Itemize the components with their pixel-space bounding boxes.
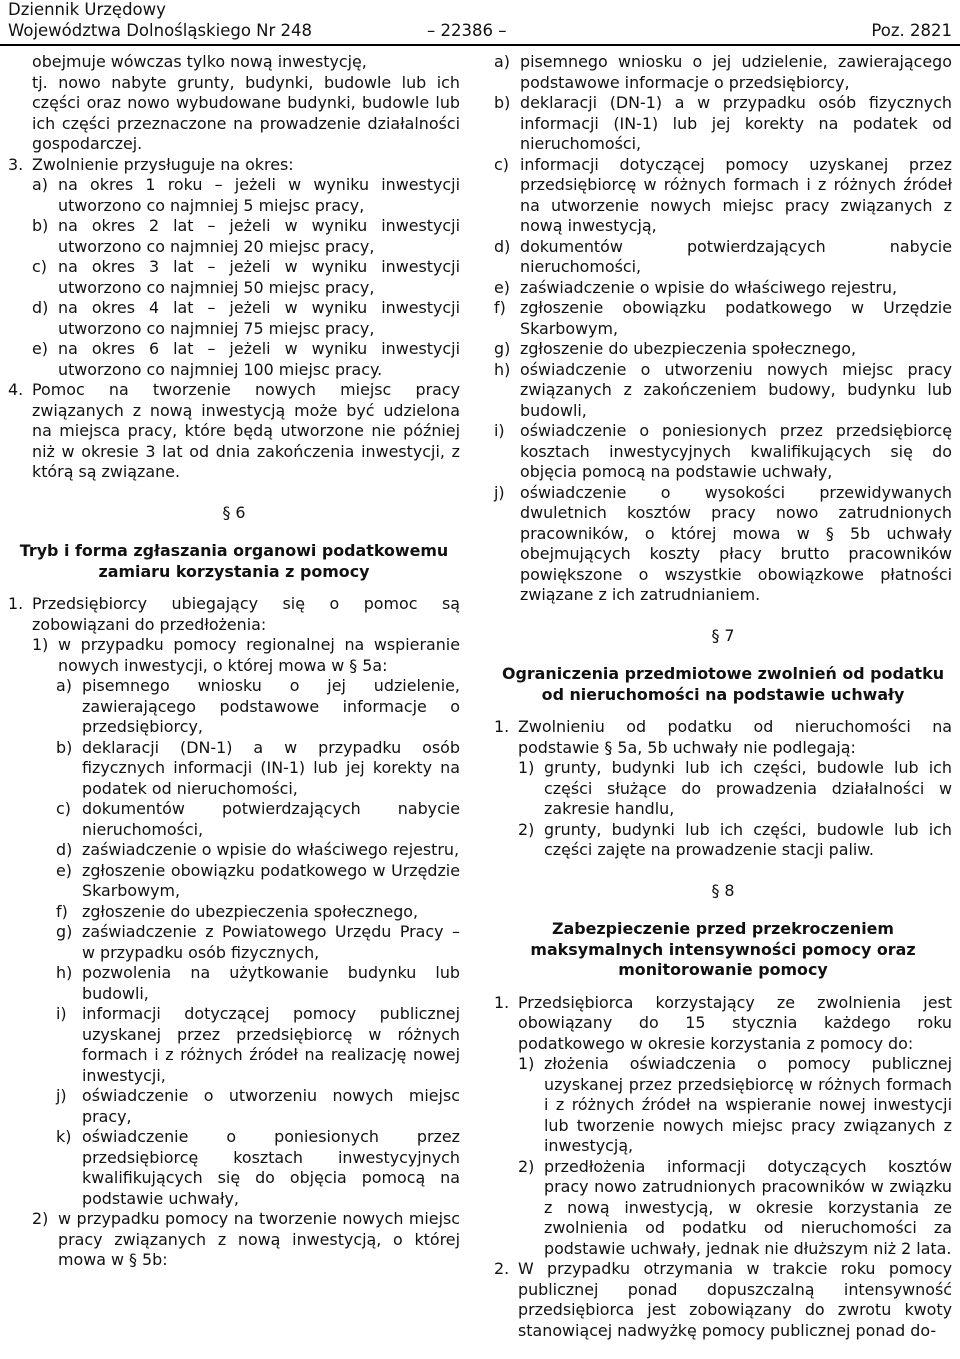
list-label: a)	[56, 676, 72, 695]
list-label: e)	[56, 860, 72, 880]
list-text: oświadczenie o wysokości przewidywanych dwuletnich kosztów pracy nowo zatrudnionych pracowników, o której mowa w § 5b uchwały obejmujących koszty płacy brutto pracowników powiększone o wszystkie obowiązkowe płatności związane z ich zatrudnianiem.	[520, 482, 952, 604]
list-label: d)	[494, 236, 511, 256]
list-label: a)	[494, 52, 510, 71]
right-column	[494, 52, 952, 1341]
list-text: deklaracji (DN-1) a w przypadku osób fizycznych informacji (IN-1) lub jej korekty na podatek od nieruchomości,	[82, 737, 460, 798]
list-item	[56, 840, 460, 861]
list-text: Przedsiębiorcy ubiegający się o pomoc są zobowiązani do przedłożenia:	[32, 594, 460, 634]
list-text: zgłoszenie do ubezpieczenia społecznego,	[82, 901, 419, 921]
list-item	[494, 360, 952, 422]
list-label: a)	[32, 175, 48, 194]
list-label: c)	[56, 799, 71, 818]
section-title: Ograniczenia przedmiotowe zwolnień od podatku od nieruchomości na podstawie uchwały	[501, 664, 945, 704]
list-text: W przypadku otrzymania w trakcie roku pomocy publicznej ponad dopuszczalną intensywność przedsiębiorca jest zobowiązany do zwrotu kwoty stanowiącej nadwyżkę pomocy publicznej ponad do-	[518, 1259, 952, 1340]
list-item	[494, 483, 952, 606]
list-label: f)	[56, 901, 68, 921]
list-item	[32, 216, 460, 257]
list-text: deklaracji (DN-1) a w przypadku osób fizycznych informacji (IN-1) lub jej korekty na podatek od nieruchomości,	[520, 93, 952, 153]
list-text: zgłoszenie obowiązku podatkowego w Urzędzie Skarbowym,	[82, 860, 460, 900]
list-item	[56, 861, 460, 902]
page-header	[0, 0, 960, 46]
list-item	[56, 922, 460, 963]
list-text: pisemnego wniosku o jej udzielenie, zawierającego podstawowe informacje o przedsiębiorcy,	[82, 676, 460, 736]
journal-issue: Województwa Dolnośląskiego Nr 248	[8, 21, 313, 40]
list-label: 2.	[494, 1259, 510, 1278]
list-label: h)	[56, 963, 73, 982]
list-item	[494, 339, 952, 360]
list-text: zgłoszenie do ubezpieczenia społecznego,	[520, 339, 857, 358]
list-label: e)	[32, 339, 48, 358]
list-label: j)	[56, 1086, 67, 1105]
page-number: – 22386 –	[427, 21, 507, 40]
list-text: grunty, budynki lub ich części, budowle lub ich części zajęte na prowadzenie stacji paliw.	[544, 819, 952, 859]
list-label: b)	[56, 737, 73, 757]
list-item	[518, 1157, 952, 1260]
list-label: b)	[32, 216, 49, 235]
list-item	[56, 1004, 460, 1086]
list-label: 1)	[32, 635, 49, 654]
list-text: zaświadczenie z Powiatowego Urzędu Pracy – w przypadku osób fizycznych,	[82, 922, 460, 962]
paragraph-1	[494, 717, 952, 758]
list-item	[494, 298, 952, 339]
section-number: § 7	[711, 625, 735, 645]
list-text: zgłoszenie obowiązku podatkowego w Urzędzie Skarbowym,	[520, 298, 952, 338]
list-label: 2)	[32, 1209, 49, 1228]
paragraph-4	[8, 380, 460, 483]
journal-title: Dziennik Urzędowy	[8, 0, 166, 19]
list-text: przedłożenia informacji dotyczących kosztów pracy nowo zatrudnionych pracowników w związku z nową inwestycją, w okresie korzystania ze zwolnienia od podatku od nieruchomości za podstawie uchwały, jednak nie dłuższym niż 2 lata.	[544, 1156, 952, 1258]
list-text: zaświadczenie o wpisie do właściwego rejestru,	[82, 840, 460, 859]
list-text: dokumentów potwierdzających nabycie nieruchomości,	[82, 799, 460, 839]
section-title: Zabezpieczenie przed przekroczeniem maksymalnych intensywności pomocy oraz monitorowanie pomocy	[530, 919, 916, 979]
list-text: na okres 1 roku – jeżeli w wyniku inwestycji utworzono co najmniej 5 miejsc pracy,	[58, 175, 460, 215]
list-text: na okres 2 lat – jeżeli w wyniku inwestycji utworzono co najmniej 20 miejsc pracy,	[58, 216, 460, 256]
list-item	[494, 155, 952, 237]
list-text: oświadczenie o poniesionych przez przedsiębiorcę kosztach inwestycyjnych kwalifikujących się do objęcia pomocą na podstawie uchwały,	[520, 421, 952, 481]
list-item	[32, 339, 460, 380]
list-item	[32, 1209, 460, 1271]
paragraph-2	[494, 1259, 952, 1341]
list-item	[494, 93, 952, 155]
list-text: oświadczenie o utworzeniu nowych miejsc pracy związanych z zakończeniem budowy, budynku lub budowli,	[520, 359, 952, 420]
list-item	[56, 1086, 460, 1127]
list-label: 1.	[494, 992, 510, 1012]
list-text: na okres 3 lat – jeżeli w wyniku inwestycji utworzono co najmniej 50 miejsc pracy,	[58, 257, 460, 297]
list-item	[56, 1127, 460, 1209]
list-text: Przedsiębiorca korzystający ze zwolnienia jest obowiązany do 15 stycznia każdego roku podatkowego w okresie korzystania z pomocy do:	[518, 992, 952, 1053]
paragraph: obejmuje wówczas tylko nową inwestycję,	[32, 52, 367, 71]
list-label: 1)	[518, 1054, 535, 1073]
list-label: g)	[56, 922, 73, 941]
position-number: Poz. 2821	[871, 21, 952, 40]
list-text: Pomoc na tworzenie nowych miejsc pracy związanych z nową inwestycją może być udzielona na miejsca pracy, które będą utworzone nie później niż w okresie 3 lat od dnia zakończenia inwestycji, z którą są związane.	[32, 380, 460, 481]
list-item	[32, 298, 460, 339]
section-number: § 8	[711, 880, 735, 900]
list-item	[56, 738, 460, 800]
list-item	[32, 257, 460, 298]
list-item	[518, 758, 952, 820]
list-label: h)	[494, 359, 511, 379]
list-item	[494, 421, 952, 483]
list-text: oświadczenie o utworzeniu nowych miejsc pracy,	[82, 1086, 460, 1126]
list-item	[56, 799, 460, 840]
left-column	[8, 52, 460, 1271]
list-label: f)	[494, 298, 506, 317]
list-text: oświadczenie o poniesionych przez przedsiębiorcę kosztach inwestycyjnych kwalifikujących się do objęcia pomocą na podstawie uchwały,	[82, 1127, 460, 1208]
paragraph: tj. nowo nabyte grunty, budynki, budowle lub ich części oraz nowo wybudowane budynki, budowle lub ich części przeznaczone na prowadzenie działalności gospodarczej.	[32, 72, 460, 153]
paragraph-3	[8, 155, 460, 176]
list-label: b)	[494, 93, 511, 112]
list-item	[518, 820, 952, 861]
list-item	[32, 175, 460, 216]
list-label: 1.	[494, 717, 510, 736]
list-item	[494, 278, 952, 299]
list-text: Zwolnienie przysługuje na okres:	[32, 154, 294, 174]
section-title: Tryb i forma zgłaszania organowi podatkowemu zamiaru korzystania z pomocy	[19, 541, 449, 581]
header-divider	[0, 44, 960, 46]
list-label: 4.	[8, 380, 24, 399]
list-item	[56, 902, 460, 923]
list-label: i)	[56, 1004, 67, 1023]
list-text: zaświadczenie o wpisie do właściwego rejestru,	[520, 277, 898, 297]
list-label: c)	[494, 154, 509, 174]
list-text: Zwolnieniu od podatku od nieruchomości na podstawie § 5a, 5b uchwały nie podlegają:	[518, 717, 952, 757]
list-text: grunty, budynki lub ich części, budowle lub ich części służące do prowadzenia działalności w zakresie handlu,	[544, 758, 952, 818]
list-text: na okres 6 lat – jeżeli w wyniku inwestycji utworzono co najmniej 100 miejsc pracy.	[58, 339, 460, 379]
list-label: 3.	[8, 154, 24, 174]
list-label: j)	[494, 482, 505, 502]
list-label: 1.	[8, 594, 24, 613]
list-text: pozwolenia na użytkowanie budynku lub budowli,	[82, 963, 460, 1003]
list-text: informacji dotyczącej pomocy uzyskanej przez przedsiębiorcę w różnych formach i z różnych źródeł na utworzenie nowych miejsc pracy związanych z nową inwestycją,	[520, 154, 952, 235]
paragraph-1	[8, 594, 460, 635]
list-label: c)	[32, 257, 47, 276]
list-label: k)	[56, 1127, 72, 1146]
list-item	[518, 1054, 952, 1157]
list-label: e)	[494, 277, 510, 297]
list-label: 2)	[518, 819, 535, 839]
list-text: na okres 4 lat – jeżeli w wyniku inwestycji utworzono co najmniej 75 miejsc pracy,	[58, 298, 460, 338]
list-item	[494, 237, 952, 278]
list-label: d)	[56, 840, 73, 859]
list-text: informacji dotyczącej pomocy publicznej uzyskanej przez przedsiębiorcę w różnych formach i z różnych źródeł na realizację nowej inwestycji,	[82, 1004, 460, 1085]
list-item	[56, 676, 460, 738]
list-label: 2)	[518, 1156, 535, 1176]
list-label: g)	[494, 339, 511, 358]
list-text: pisemnego wniosku o jej udzielenie, zawierającego podstawowe informacje o przedsiębiorcy,	[520, 52, 952, 92]
list-label: d)	[32, 298, 49, 317]
list-text: złożenia oświadczenia o pomocy publicznej uzyskanej przez przedsiębiorcę w różnych formach i z różnych źródeł na wspieranie nowej inwestycji lub tworzenie nowych miejsc pracy związanych z inwestycją,	[544, 1054, 952, 1155]
section-number: § 6	[222, 502, 246, 522]
list-text: w przypadku pomocy na tworzenie nowych miejsc pracy związanych z nową inwestycją, o której mowa w § 5b:	[58, 1209, 460, 1269]
paragraph-1	[494, 993, 952, 1055]
list-text: dokumentów potwierdzających nabycie nieruchomości,	[520, 236, 952, 276]
list-label: 1)	[518, 758, 535, 777]
list-text: w przypadku pomocy regionalnej na wspieranie nowych inwestycji, o której mowa w § 5a:	[58, 635, 460, 675]
list-item	[494, 52, 952, 93]
list-label: i)	[494, 421, 505, 440]
list-item	[32, 635, 460, 676]
list-item	[56, 963, 460, 1004]
